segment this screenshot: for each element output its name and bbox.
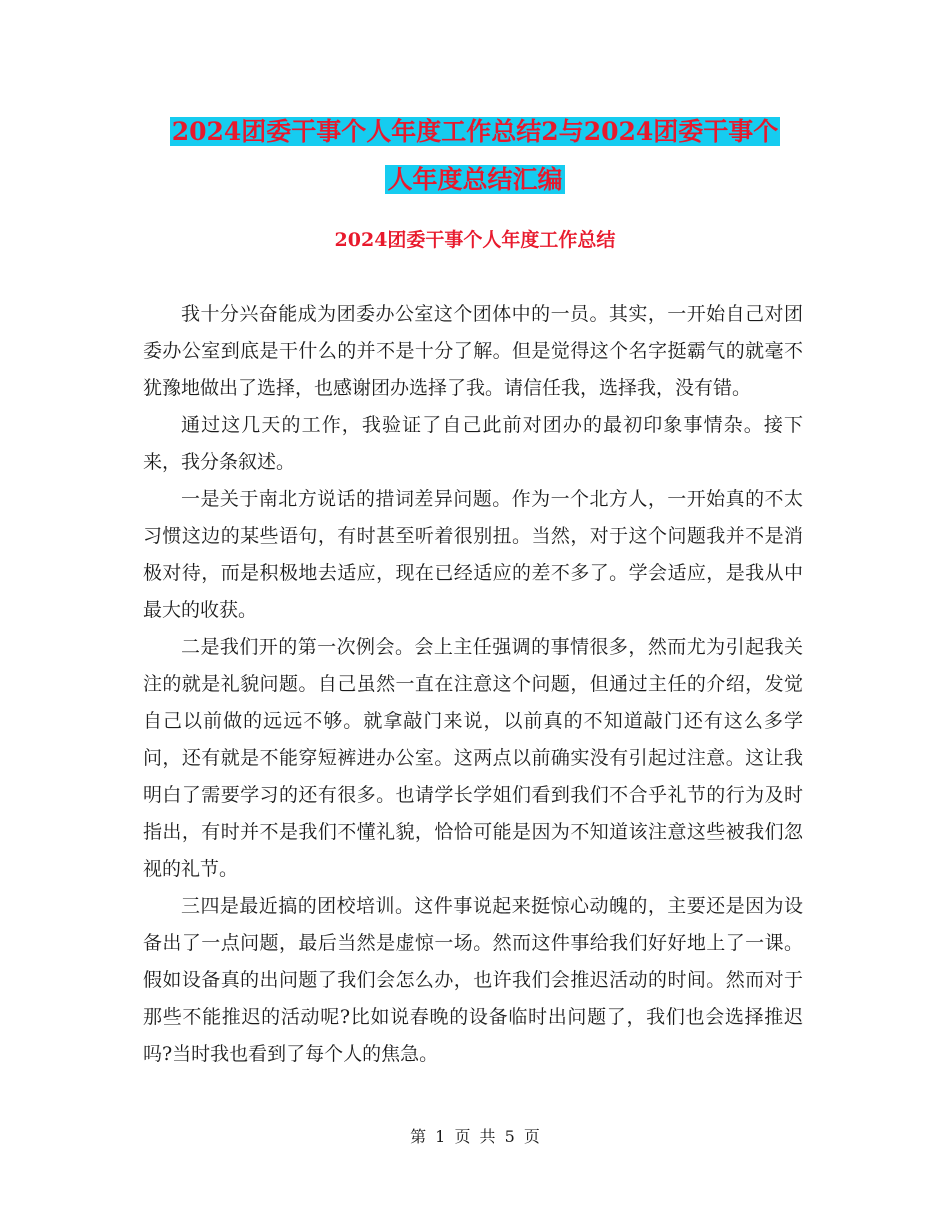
document-title-line-2: 人年度总结汇编	[387, 165, 563, 194]
paragraph: 通过这几天的工作，我验证了自己此前对团办的最初印象事情杂。接下来，我分条叙述。	[143, 414, 803, 473]
document-body	[143, 296, 803, 1073]
document-title	[0, 108, 950, 204]
paragraph: 二是我们开的第一次例会。会上主任强调的事情很多，然而尤为引起我关注的就是礼貌问题。自己虽然一直在注意这个问题，但通过主任的介绍，发觉自己以前做的远远不够。就拿敲门来说，以前真的不知道敲门还有这么多学问，还有就是不能穿短裤进办公室。这两点以前确实没有引起过注意。这让我明白了需要学习的还有很多。也请学长学姐们看到我们不合乎礼节的行为及时指出，有时并不是我们不懂礼貌，恰恰可能是因为不知道该注意这些被我们忽视的礼节。	[143, 636, 803, 880]
paragraph: 一是关于南北方说话的措词差异问题。作为一个北方人，一开始真的不太习惯这边的某些语句，有时甚至听着很别扭。当然，对于这个问题我并不是消极对待，而是积极地去适应，现在已经适应的差不多了。学会适应，是我从中最大的收获。	[143, 488, 803, 621]
paragraph: 我十分兴奋能成为团委办公室这个团体中的一员。其实，一开始自己对团委办公室到底是干什么的并不是十分了解。但是觉得这个名字挺霸气的就毫不犹豫地做出了选择，也感谢团办选择了我。请信任我，选择我，没有错。	[143, 303, 803, 399]
section-title: 2024团委干事个人年度工作总结	[334, 229, 616, 251]
paragraph: 三四是最近搞的团校培训。这件事说起来挺惊心动魄的，主要还是因为设备出了一点问题，最后当然是虚惊一场。然而这件事给我们好好地上了一课。假如设备真的出问题了我们会怎么办，也许我们会推迟活动的时间。然而对于那些不能推迟的活动呢?比如说春晚的设备临时出问题了，我们也会选择推迟吗?当时我也看到了每个人的焦急。	[143, 895, 803, 1065]
document-title-line-1: 2024团委干事个人年度工作总结2与2024团委干事个	[171, 117, 779, 146]
page-number-footer: 第 1 页 共 5 页	[410, 1127, 540, 1146]
